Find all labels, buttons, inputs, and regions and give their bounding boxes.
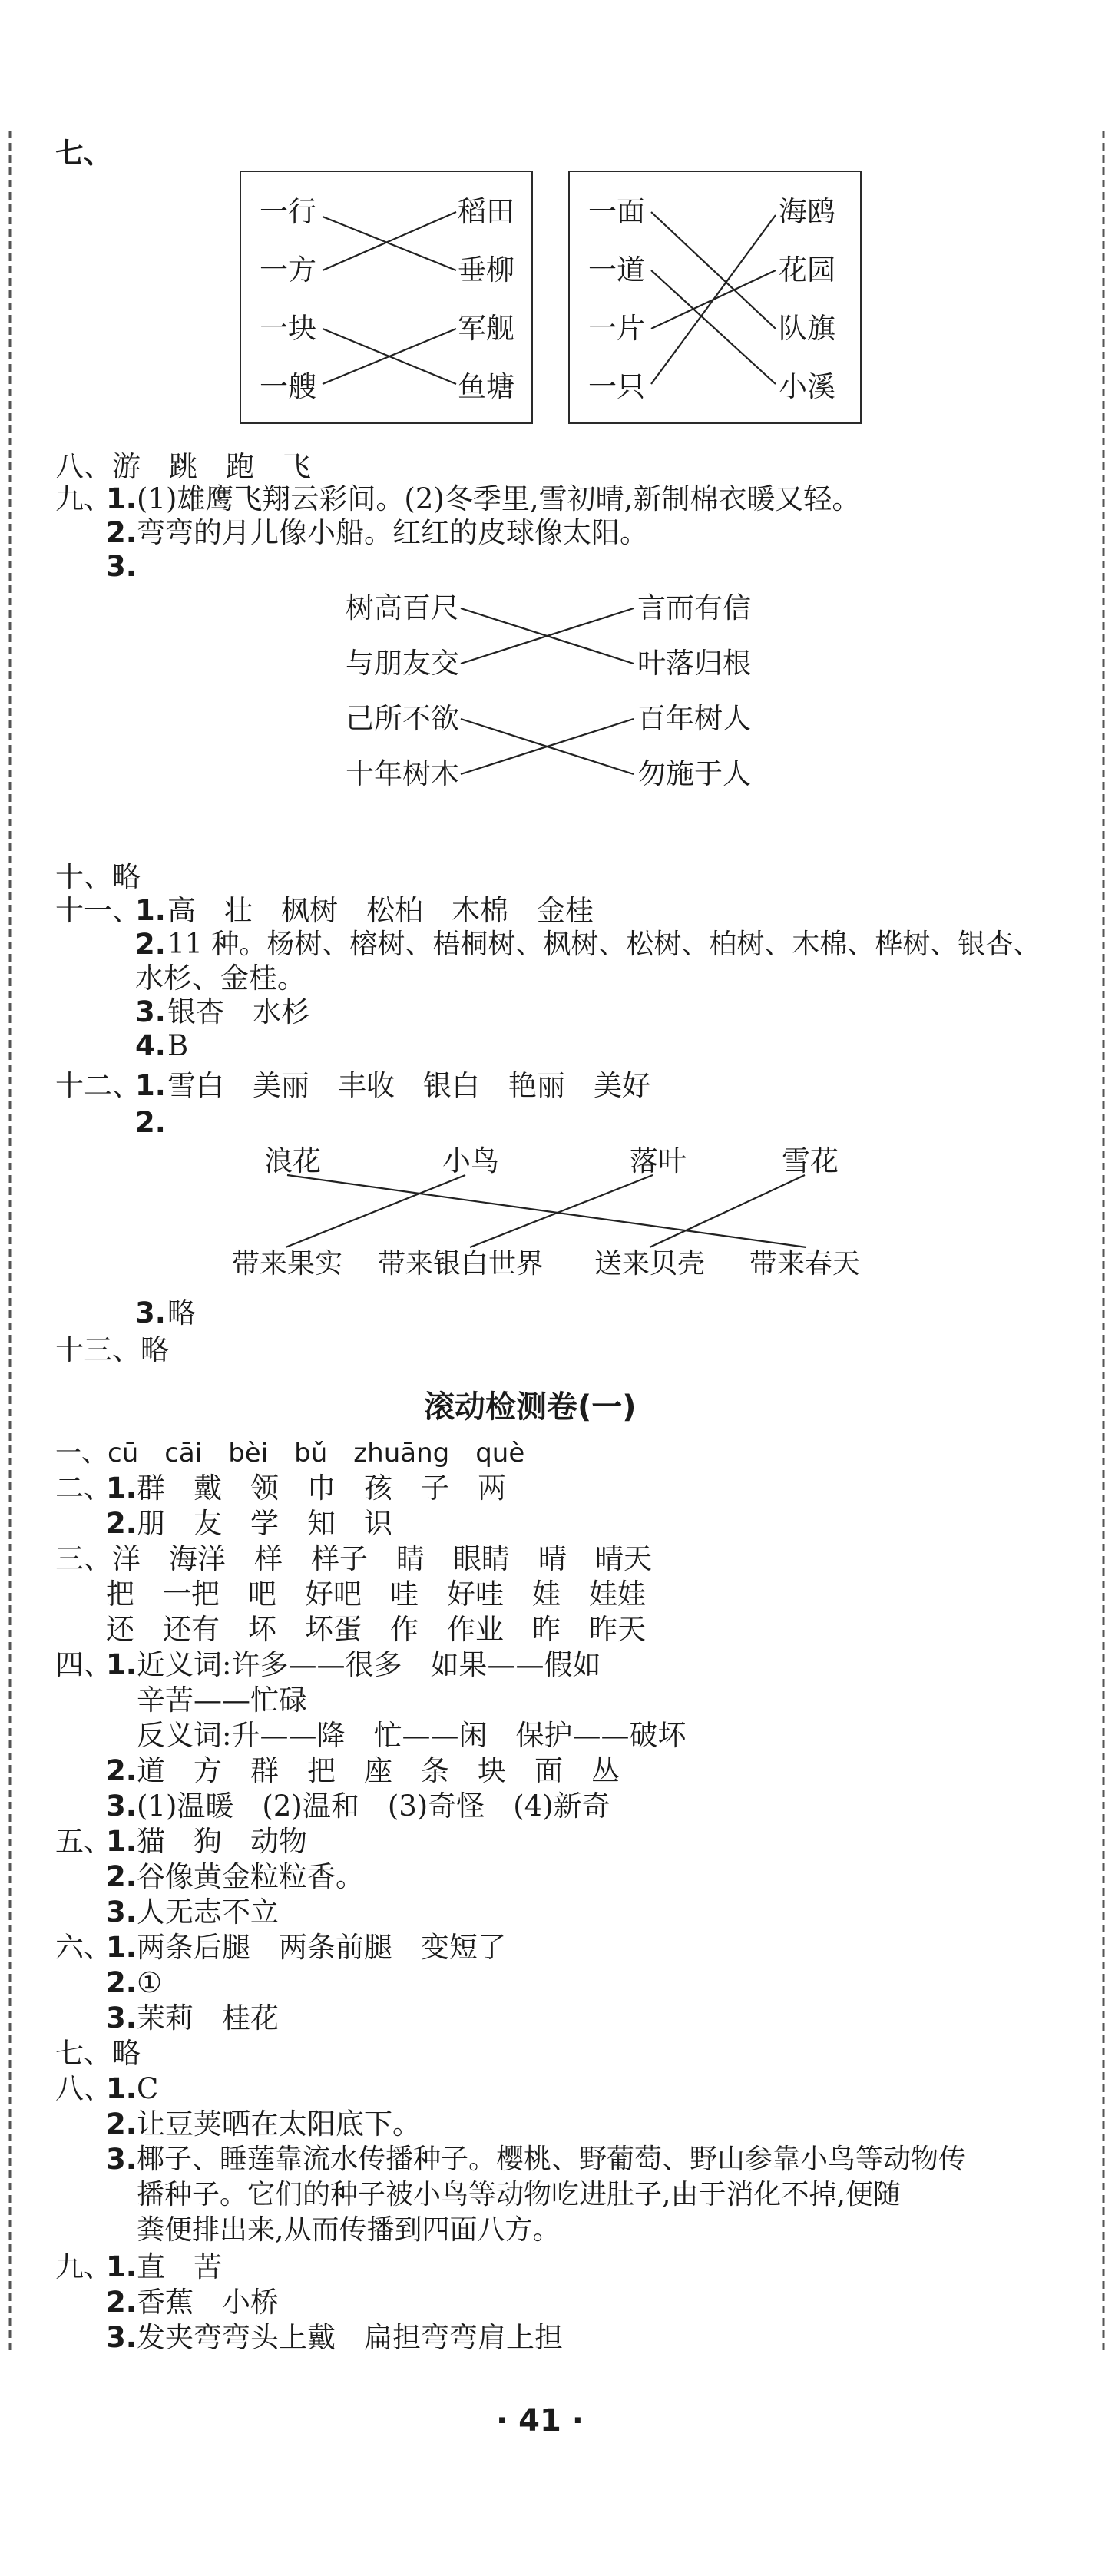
box2-left-3: 一片 bbox=[588, 312, 645, 345]
box1-left-4: 一艘 bbox=[260, 370, 316, 403]
r9-2-number: 2. bbox=[106, 2286, 137, 2319]
q12-line-3 bbox=[470, 1175, 653, 1247]
q12-top-1: 浪花 bbox=[264, 1144, 321, 1177]
r5-number: 五、 bbox=[55, 1825, 112, 1858]
q12-top-3: 落叶 bbox=[630, 1144, 687, 1177]
r4-number: 四、 bbox=[55, 1648, 112, 1681]
q12-3-answer: 略 bbox=[167, 1296, 196, 1329]
r6-1-answer: 两条后腿 两条前腿 变短了 bbox=[137, 1931, 506, 1964]
box1-left-1: 一行 bbox=[260, 195, 316, 228]
q9-2-number: 2. bbox=[106, 516, 137, 549]
section-heading: 滚动检测卷(一) bbox=[424, 1389, 637, 1425]
r8-3-answer-cont-2: 粪便排出来,从而传播到四面八方。 bbox=[137, 2214, 561, 2246]
proverb-right-2: 叶落归根 bbox=[637, 647, 751, 680]
q11-2-number: 2. bbox=[135, 928, 166, 961]
r5-2-number: 2. bbox=[106, 1860, 137, 1893]
q12-bottom-2: 带来银白世界 bbox=[378, 1248, 544, 1280]
proverb-right-4: 勿施于人 bbox=[637, 757, 751, 790]
r4-2-answer: 道 方 群 把 座 条 块 面 丛 bbox=[137, 1754, 620, 1787]
q12-bottom-1: 带来果实 bbox=[232, 1248, 343, 1280]
box2-right-3: 队旗 bbox=[779, 312, 835, 345]
q12-top-4: 雪花 bbox=[782, 1144, 839, 1177]
r2-1-number: 1. bbox=[106, 1472, 137, 1505]
r9-1-answer: 直 苦 bbox=[137, 2250, 222, 2283]
q12-top-2: 小鸟 bbox=[442, 1144, 499, 1177]
box2-right-1: 海鸥 bbox=[779, 195, 835, 228]
r5-1-answer: 猫 狗 动物 bbox=[137, 1825, 307, 1858]
q10-answer: 十、略 bbox=[55, 860, 141, 893]
box2-left-2: 一道 bbox=[588, 253, 645, 286]
r8-2-answer: 让豆荚晒在太阳底下。 bbox=[137, 2107, 421, 2141]
r7-answer: 七、略 bbox=[55, 2037, 141, 2070]
r4-1-antonyms: 反义词:升——降 忙——闲 保护——破坏 bbox=[137, 1719, 687, 1752]
r9-2-answer: 香蕉 小桥 bbox=[137, 2286, 279, 2319]
page-number: · 41 · bbox=[496, 2403, 584, 2439]
r8-1-answer: C bbox=[137, 2072, 159, 2105]
r8-1-number: 1. bbox=[106, 2072, 137, 2105]
r9-3-number: 3. bbox=[106, 2321, 137, 2354]
r3-line-2: 把 一把 吧 好吧 哇 好哇 娃 娃娃 bbox=[106, 1578, 646, 1611]
proverb-left-3: 己所不欲 bbox=[346, 702, 459, 735]
r6-3-answer: 茉莉 桂花 bbox=[137, 2002, 279, 2035]
r5-3-answer: 人无志不立 bbox=[137, 1896, 279, 1929]
proverb-line-2 bbox=[461, 608, 634, 664]
q12-3-number: 3. bbox=[135, 1296, 166, 1329]
proverb-right-1: 言而有信 bbox=[637, 591, 751, 624]
box1-left-3: 一块 bbox=[260, 312, 316, 345]
q12-2-number: 2. bbox=[135, 1106, 166, 1139]
r8-2-number: 2. bbox=[106, 2107, 137, 2141]
r2-number: 二、 bbox=[55, 1472, 112, 1505]
q9-2-answer: 弯弯的月儿像小船。红红的皮球像太阳。 bbox=[137, 516, 648, 549]
r9-3-answer: 发夹弯弯头上戴 扁担弯弯肩上担 bbox=[137, 2321, 563, 2354]
r1-answer: 一、cū cāi bèi bǔ zhuāng què bbox=[55, 1438, 525, 1468]
r4-3-answer: (1)温暖 (2)温和 (3)奇怪 (4)新奇 bbox=[137, 1790, 610, 1823]
r8-3-number: 3. bbox=[106, 2143, 137, 2176]
r4-2-number: 2. bbox=[106, 1754, 137, 1787]
r3-line-1: 三、洋 海洋 样 样子 睛 眼睛 晴 晴天 bbox=[55, 1542, 652, 1575]
proverb-left-2: 与朋友交 bbox=[346, 647, 459, 680]
box2-right-2: 花园 bbox=[779, 253, 835, 286]
box1-right-3: 军舰 bbox=[458, 312, 514, 345]
r2-1-answer: 群 戴 领 巾 孩 子 两 bbox=[137, 1472, 506, 1505]
q11-4-answer: B bbox=[167, 1029, 189, 1062]
box2-right-4: 小溪 bbox=[779, 370, 835, 403]
q12-bottom-3: 送来贝壳 bbox=[594, 1248, 706, 1280]
proverb-left-4: 十年树木 bbox=[346, 757, 459, 790]
r8-3-answer: 椰子、睡莲靠流水传播种子。樱桃、野葡萄、野山参靠小鸟等动物传 bbox=[137, 2144, 967, 2175]
q11-number: 十一、 bbox=[55, 894, 141, 927]
q11-2-answer-cont: 水杉、金桂。 bbox=[135, 962, 306, 995]
proverb-left-1: 树高百尺 bbox=[346, 591, 459, 624]
r4-1-answer-cont: 辛苦——忙碌 bbox=[137, 1684, 307, 1717]
r9-1-number: 1. bbox=[106, 2250, 137, 2283]
q12-number: 十二、 bbox=[55, 1069, 141, 1102]
q11-3-answer: 银杏 水杉 bbox=[167, 995, 309, 1028]
proverb-right-3: 百年树人 bbox=[637, 702, 751, 735]
q12-line-4 bbox=[650, 1175, 805, 1247]
r4-1-answer: 近义词:许多——很多 如果——假如 bbox=[137, 1648, 601, 1681]
left-border-ornament bbox=[6, 131, 14, 2350]
q12-line-1 bbox=[287, 1175, 806, 1247]
r6-2-number: 2. bbox=[106, 1966, 137, 1999]
proverb-line-4 bbox=[461, 719, 634, 774]
q9-1-answer: (1)雄鹰飞翔云彩间。(2)冬季里,雪初晴,新制棉衣暖又轻。 bbox=[137, 482, 861, 515]
q11-2-answer: 11 种。杨树、榕树、梧桐树、枫树、松树、柏树、木棉、桦树、银杏、 bbox=[167, 929, 1041, 960]
box1-right-1: 稻田 bbox=[458, 195, 514, 228]
q9-1-number: 1. bbox=[106, 482, 137, 515]
box2-left-1: 一面 bbox=[588, 195, 645, 228]
q12-1-number: 1. bbox=[135, 1069, 166, 1102]
r4-3-number: 3. bbox=[106, 1790, 137, 1823]
right-border-ornament bbox=[1100, 131, 1107, 2350]
r2-2-number: 2. bbox=[106, 1507, 137, 1540]
q12-line-2 bbox=[286, 1175, 465, 1247]
r9-number: 九、 bbox=[55, 2250, 112, 2283]
q11-3-number: 3. bbox=[135, 995, 166, 1028]
proverb-line-1 bbox=[461, 608, 634, 664]
q7-number: 七、 bbox=[55, 137, 112, 170]
box1-left-2: 一方 bbox=[260, 253, 316, 286]
box1-right-4: 鱼塘 bbox=[458, 370, 514, 403]
q8-answer: 八、游 跳 跑 飞 bbox=[55, 450, 311, 483]
r2-2-answer: 朋 友 学 知 识 bbox=[137, 1507, 392, 1540]
r6-2-answer: ① bbox=[137, 1966, 163, 1999]
r5-3-number: 3. bbox=[106, 1896, 137, 1929]
q12-1-answer: 雪白 美丽 丰收 银白 艳丽 美好 bbox=[167, 1069, 650, 1102]
r5-1-number: 1. bbox=[106, 1825, 137, 1858]
proverb-line-3 bbox=[461, 719, 634, 774]
r6-number: 六、 bbox=[55, 1931, 112, 1964]
q9-number: 九、 bbox=[55, 482, 112, 515]
r6-1-number: 1. bbox=[106, 1931, 137, 1964]
r5-2-answer: 谷像黄金粒粒香。 bbox=[137, 1860, 364, 1893]
r8-3-answer-cont-1: 播种子。它们的种子被小鸟等动物吃进肚子,由于消化不掉,便随 bbox=[137, 2179, 901, 2210]
q11-1-number: 1. bbox=[135, 894, 166, 927]
q13-answer: 十三、略 bbox=[55, 1333, 169, 1366]
r3-line-3: 还 还有 坏 坏蛋 作 作业 昨 昨天 bbox=[106, 1613, 646, 1646]
q9-3-number: 3. bbox=[106, 550, 137, 583]
r4-1-number: 1. bbox=[106, 1648, 137, 1681]
box2-left-4: 一只 bbox=[588, 370, 645, 403]
r6-3-number: 3. bbox=[106, 2002, 137, 2035]
q11-4-number: 4. bbox=[135, 1029, 166, 1062]
q11-1-answer: 高 壮 枫树 松柏 木棉 金桂 bbox=[167, 894, 594, 927]
q12-bottom-4: 带来春天 bbox=[749, 1248, 861, 1280]
r8-number: 八、 bbox=[55, 2072, 112, 2105]
box1-right-2: 垂柳 bbox=[458, 253, 514, 286]
